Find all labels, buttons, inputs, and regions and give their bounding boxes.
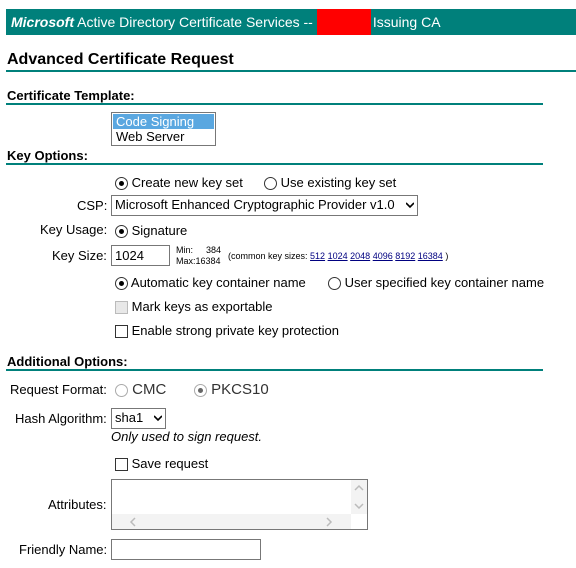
key-usage-option[interactable] <box>115 223 187 238</box>
signature-radio[interactable] <box>115 225 128 238</box>
user-container-label: User specified key container name <box>344 275 545 290</box>
auto-container-option[interactable] <box>115 275 306 290</box>
horizontal-scrollbar[interactable] <box>112 514 351 529</box>
key-usage-label: Key Usage: <box>40 222 108 237</box>
hash-algorithm-select[interactable] <box>111 408 166 429</box>
user-container-radio[interactable] <box>328 277 341 290</box>
use-existing-label: Use existing key set <box>280 175 397 190</box>
create-new-radio[interactable] <box>115 177 128 190</box>
save-request-label: Save request <box>131 456 209 471</box>
vertical-scrollbar[interactable] <box>351 480 367 514</box>
mark-exportable-checkbox[interactable] <box>115 301 128 314</box>
key-size-input[interactable]: 1024 <box>111 245 170 266</box>
chevron-left-icon[interactable] <box>129 517 137 527</box>
common-key-sizes <box>228 251 448 261</box>
pkcs10-radio[interactable] <box>194 384 207 397</box>
friendly-name-label: Friendly Name: <box>19 542 108 557</box>
common-suffix: ) <box>445 251 449 261</box>
mark-exportable-label: Mark keys as exportable <box>131 299 273 314</box>
chevron-down-icon[interactable] <box>354 502 364 510</box>
pkcs10-option[interactable] <box>194 381 269 398</box>
csp-value: Microsoft Enhanced Cryptographic Provider v1.0 <box>115 197 395 212</box>
hash-note: Only used to sign request. <box>111 429 263 444</box>
strong-protection-checkbox[interactable] <box>115 325 128 338</box>
key-size-link-4096[interactable]: 4096 <box>372 251 393 261</box>
pkcs10-label: PKCS10 <box>211 381 269 398</box>
mark-exportable-option[interactable] <box>115 299 273 314</box>
key-options-heading: Key Options: <box>7 148 88 163</box>
max-label: Max:16384 <box>176 256 221 266</box>
additional-divider <box>6 369 543 371</box>
cmc-option[interactable] <box>115 381 166 398</box>
min-value: 384 <box>206 245 222 255</box>
strong-protection-label: Enable strong private key protection <box>131 323 340 338</box>
key-size-link-2048[interactable]: 2048 <box>350 251 371 261</box>
title-divider <box>6 70 576 72</box>
save-request-checkbox[interactable] <box>115 458 128 471</box>
template-option-code-signing[interactable]: Code Signing <box>113 114 214 129</box>
auto-container-radio[interactable] <box>115 277 128 290</box>
chevron-right-icon[interactable] <box>325 517 333 527</box>
cmc-label: CMC <box>132 381 167 398</box>
csp-label: CSP: <box>77 198 108 213</box>
template-option-web-server[interactable]: Web Server <box>116 129 185 144</box>
auto-container-label: Automatic key container name <box>130 275 306 290</box>
brand-name: Microsoft <box>11 14 74 30</box>
template-divider <box>6 103 543 105</box>
strong-protection-option[interactable] <box>115 323 339 338</box>
use-existing-radio[interactable] <box>264 177 277 190</box>
common-prefix: (common key sizes: <box>228 251 308 261</box>
attributes-label: Attributes: <box>48 497 107 512</box>
cmc-radio[interactable] <box>115 384 128 397</box>
page-title: Advanced Certificate Request <box>7 51 234 68</box>
csp-select[interactable] <box>111 195 418 216</box>
use-existing-key-option[interactable] <box>264 175 396 190</box>
min-label: Min: <box>176 245 194 255</box>
additional-options-heading: Additional Options: <box>7 354 128 369</box>
redacted-ca-name <box>317 9 371 35</box>
chevron-up-icon[interactable] <box>354 484 364 492</box>
key-size-label: Key Size: <box>52 248 107 263</box>
ca-suffix: Issuing CA <box>372 14 441 30</box>
key-size-link-512[interactable]: 512 <box>310 251 326 261</box>
user-container-option[interactable] <box>328 275 544 290</box>
key-size-link-16384[interactable]: 16384 <box>417 251 443 261</box>
request-format-label: Request Format: <box>10 382 107 397</box>
template-heading: Certificate Template: <box>7 88 135 103</box>
chevron-down-icon <box>154 414 162 422</box>
hash-algorithm-value: sha1 <box>115 410 144 425</box>
key-options-divider <box>6 163 543 165</box>
template-listbox[interactable] <box>111 112 216 146</box>
key-size-link-8192[interactable]: 8192 <box>395 251 416 261</box>
create-new-key-option[interactable] <box>115 175 243 190</box>
friendly-name-input[interactable] <box>111 539 261 560</box>
key-size-link-1024[interactable]: 1024 <box>327 251 348 261</box>
save-request-option[interactable] <box>115 456 208 471</box>
hash-algorithm-label: Hash Algorithm: <box>15 411 107 426</box>
attributes-textarea[interactable] <box>111 479 368 530</box>
chevron-down-icon <box>406 201 414 209</box>
header-bar <box>6 9 576 35</box>
signature-label: Signature <box>131 223 188 238</box>
create-new-label: Create new key set <box>131 175 243 190</box>
header-title: Active Directory Certificate Services -- <box>77 14 313 30</box>
